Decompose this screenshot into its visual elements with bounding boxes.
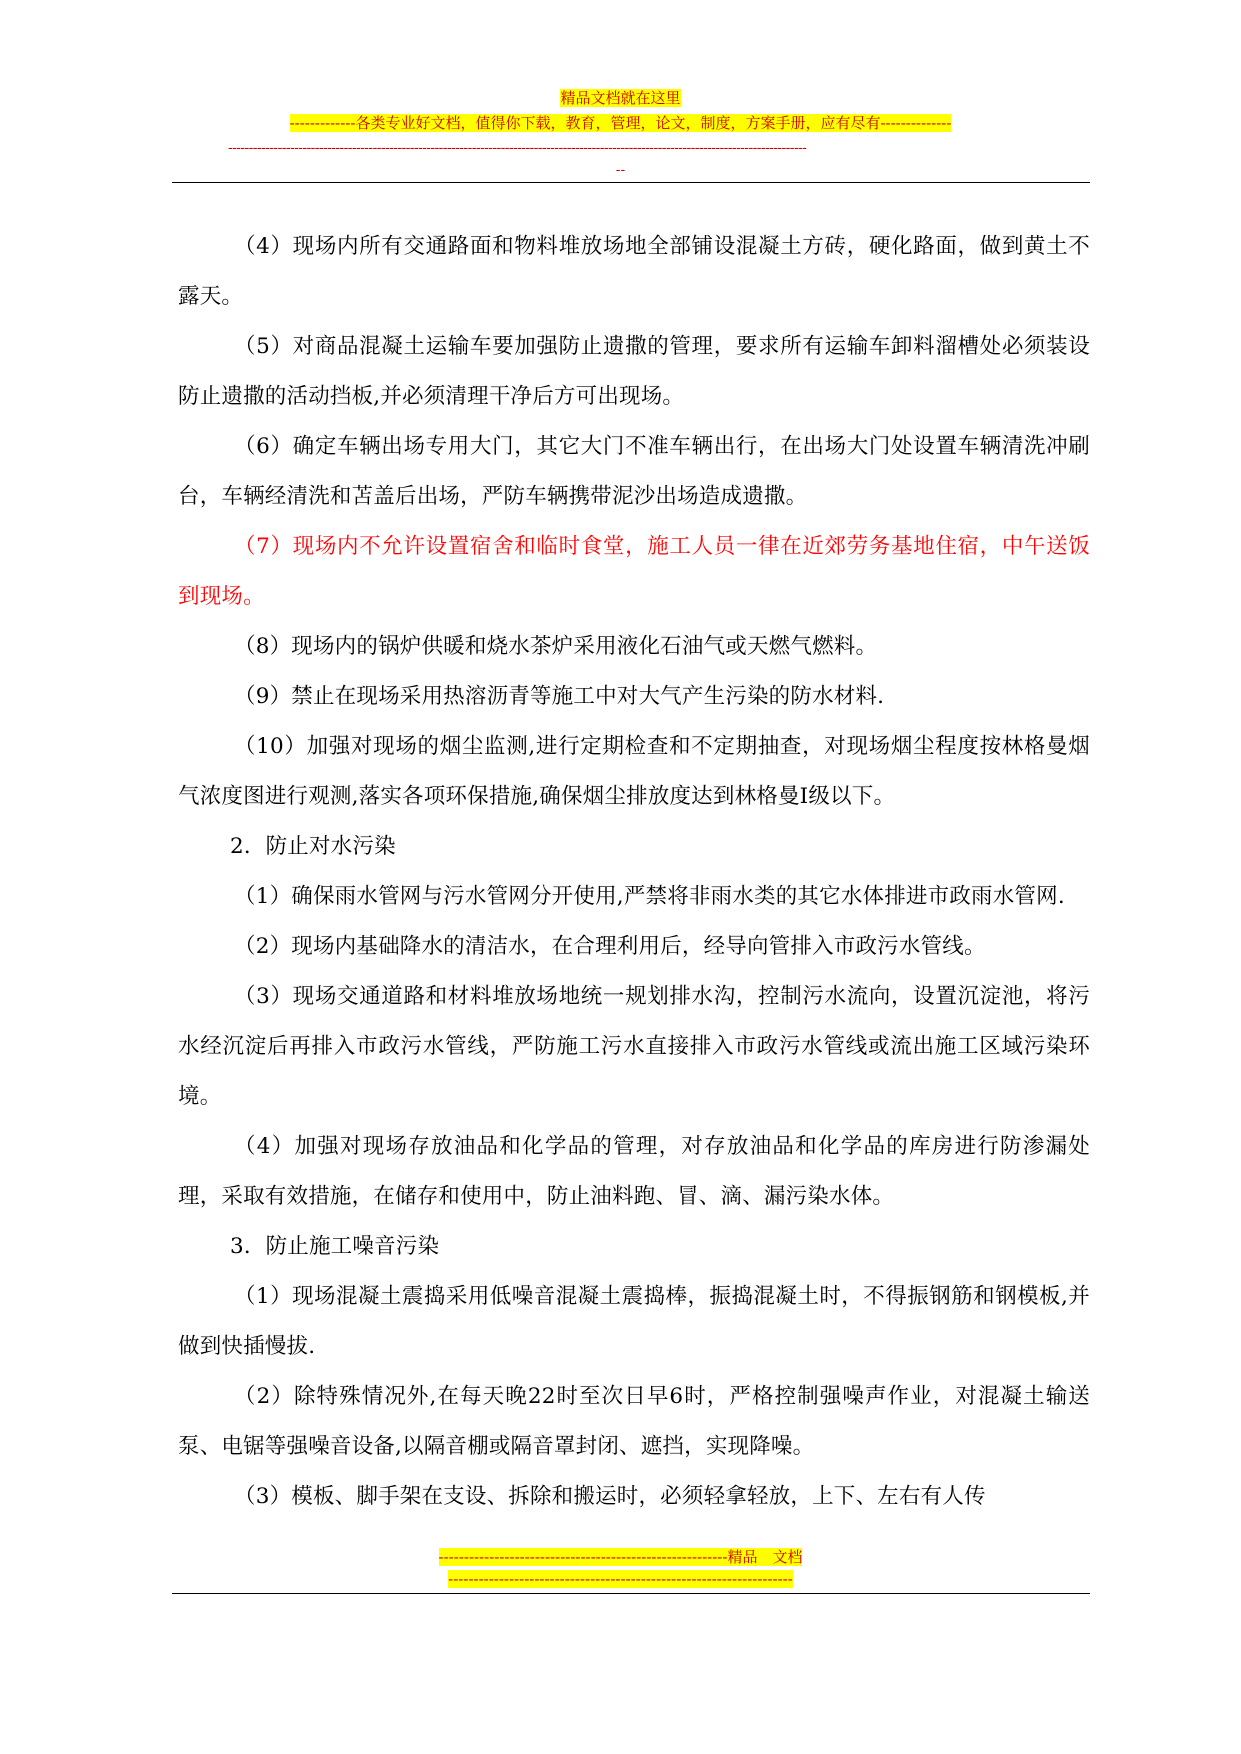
header-subtitle-text: -------------各类专业好文档，值得你下载，教育，管理，论文，制度，方案手册，应有尽有--------------	[289, 114, 952, 132]
paragraph: （7）现场内不允许设置宿舍和临时食堂，施工人员一律在近郊劳务基地住宿，中午送饭到现场。	[178, 534, 1090, 609]
footer-rule	[172, 1593, 1090, 1594]
paragraph: （5）对商品混凝土运输车要加强防止遗撒的管理，要求所有运输车卸料溜槽处必须装设防止遗撒的活动挡板,并必须清理干净后方可出现场。	[178, 334, 1090, 409]
paragraph: （1）现场混凝土震捣采用低噪音混凝土震捣棒，振捣混凝土时，不得振钢筋和钢模板,并做到快插慢拔.	[178, 1284, 1090, 1359]
footer-line-2	[0, 1570, 1241, 1589]
paragraph: （2）现场内基础降水的清洁水，在合理利用后，经导向管排入市政污水管线。	[234, 934, 986, 959]
section-heading: 2．防止对水污染	[230, 834, 396, 859]
footer-line-1-text: ---------------------------------------------------------精品 文档	[438, 1548, 803, 1566]
header-title-text: 精品文档就在这里	[560, 89, 681, 107]
paragraph: （3）模板、脚手架在支设、拆除和搬运时，必须轻拿轻放，上下、左右有人传	[234, 1484, 986, 1509]
header-title	[0, 89, 1241, 107]
footer-line-1	[0, 1548, 1241, 1567]
paragraph: （4）现场内所有交通路面和物料堆放场地全部铺设混凝土方砖，硬化路面，做到黄土不露天。	[178, 234, 1090, 309]
footer-line-2-text: --------------------------------------------------------------------	[448, 1570, 793, 1588]
paragraph: （8）现场内的锅炉供暖和烧水茶炉采用液化石油气或天燃气燃料。	[234, 634, 878, 659]
paragraph: （2）除特殊情况外,在每天晚22时至次日早6时，严格控制强噪声作业，对混凝土输送泵、电锯等强噪音设备,以隔音棚或隔音罩封闭、遮挡，实现降噪。	[178, 1384, 1090, 1459]
paragraph: （9）禁止在现场采用热溶沥青等施工中对大气产生污染的防水材料.	[234, 684, 885, 709]
paragraph: （4）加强对现场存放油品和化学品的管理，对存放油品和化学品的库房进行防渗漏处理，采取有效措施，在储存和使用中，防止油料跑、冒、滴、漏污染水体。	[178, 1134, 1090, 1209]
header-dash-tail: --	[615, 162, 626, 178]
document-body	[178, 222, 1090, 1522]
header-dash-line: --------------------------------------------------------------------------------------------------------------------------------------------	[228, 140, 807, 156]
header-rule	[172, 182, 1090, 183]
paragraph: （6）确定车辆出场专用大门，其它大门不准车辆出行，在出场大门处设置车辆清洗冲刷台，车辆经清洗和苫盖后出场，严防车辆携带泥沙出场造成遗撒。	[178, 434, 1090, 509]
paragraph: （10）加强对现场的烟尘监测,进行定期检查和不定期抽查，对现场烟尘程度按林格曼烟气浓度图进行观测,落实各项环保措施,确保烟尘排放度达到林格曼I级以下。	[178, 734, 1090, 809]
header-subtitle	[0, 114, 1241, 132]
section-heading: 3．防止施工噪音污染	[230, 1234, 440, 1259]
paragraph: （1）确保雨水管网与污水管网分开使用,严禁将非雨水类的其它水体排进市政雨水管网.	[234, 884, 1065, 909]
paragraph: （3）现场交通道路和材料堆放场地统一规划排水沟，控制污水流向，设置沉淀池，将污水经沉淀后再排入市政污水管线，严防施工污水直接排入市政污水管线或流出施工区域污染环境。	[178, 984, 1090, 1109]
